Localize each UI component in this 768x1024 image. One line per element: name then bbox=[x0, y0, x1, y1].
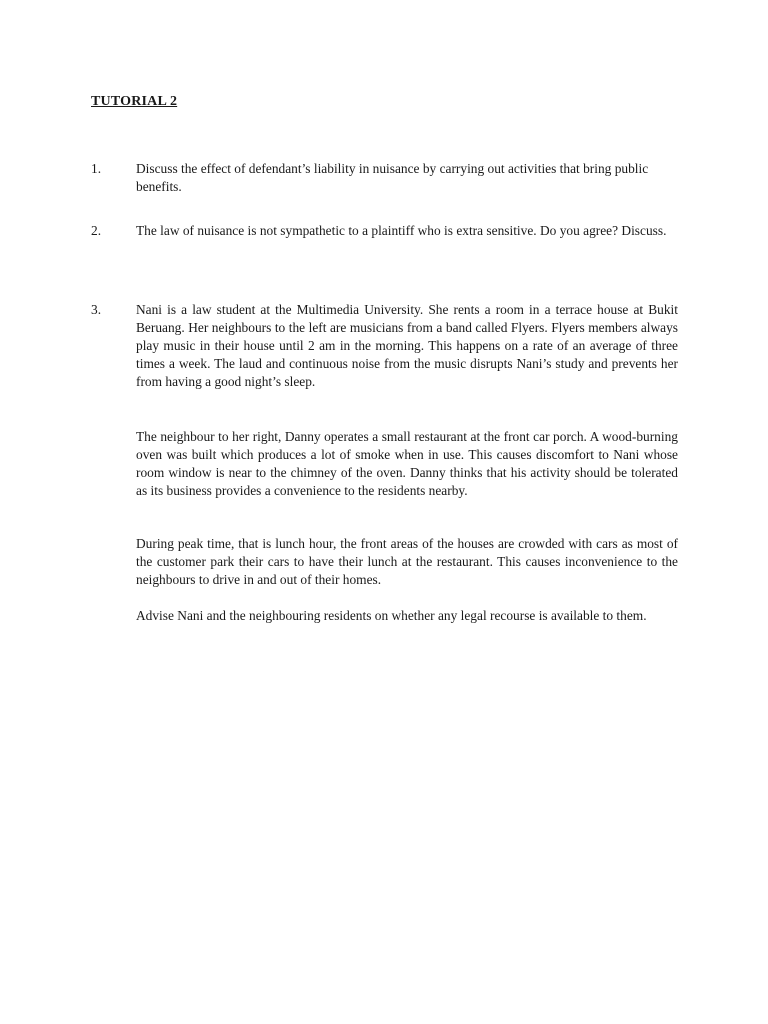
question-1 bbox=[91, 160, 678, 196]
question-number: 1. bbox=[91, 161, 102, 176]
question-2 bbox=[91, 222, 678, 240]
question-paragraph: During peak time, that is lunch hour, the front areas of the houses are crowded with cars as most of the customer park their cars to have their lunch at the restaurant. This causes inconvenience to the neighbours to drive in and out of their homes. bbox=[136, 536, 678, 587]
question-number: 3. bbox=[91, 302, 102, 317]
question-number: 2. bbox=[91, 223, 102, 238]
question-paragraph: The neighbour to her right, Danny operates a small restaurant at the front car porch. A wood-burning oven was built which produces a lot of smoke when in use. This causes discomfort to Nani whose room window is near to the chimney of the oven. Danny thinks that his activity should be tolerated as its business provides a convenience to the residents nearby. bbox=[136, 429, 678, 498]
question-text: The law of nuisance is not sympathetic to a plaintiff who is extra sensitive. Do you agree? Discuss. bbox=[136, 223, 667, 238]
document-title: TUTORIAL 2 bbox=[91, 94, 178, 109]
question-paragraph: Advise Nani and the neighbouring residents on whether any legal recourse is available to them. bbox=[136, 608, 647, 623]
question-3 bbox=[91, 301, 678, 391]
question-text: Discuss the effect of defendant’s liability in nuisance by carrying out activities that bring public benefits. bbox=[136, 161, 649, 194]
question-paragraph: Nani is a law student at the Multimedia University. She rents a room in a terrace house at Bukit Beruang. Her neighbours to the left are musicians from a band called Flyers. Flyers members always play music in their house until 2 am in the morning. This happens on a rate of an average of three times a week. The laud and continuous noise from the music disrupts Nani’s study and prevents her from having a good night’s sleep. bbox=[136, 302, 678, 389]
